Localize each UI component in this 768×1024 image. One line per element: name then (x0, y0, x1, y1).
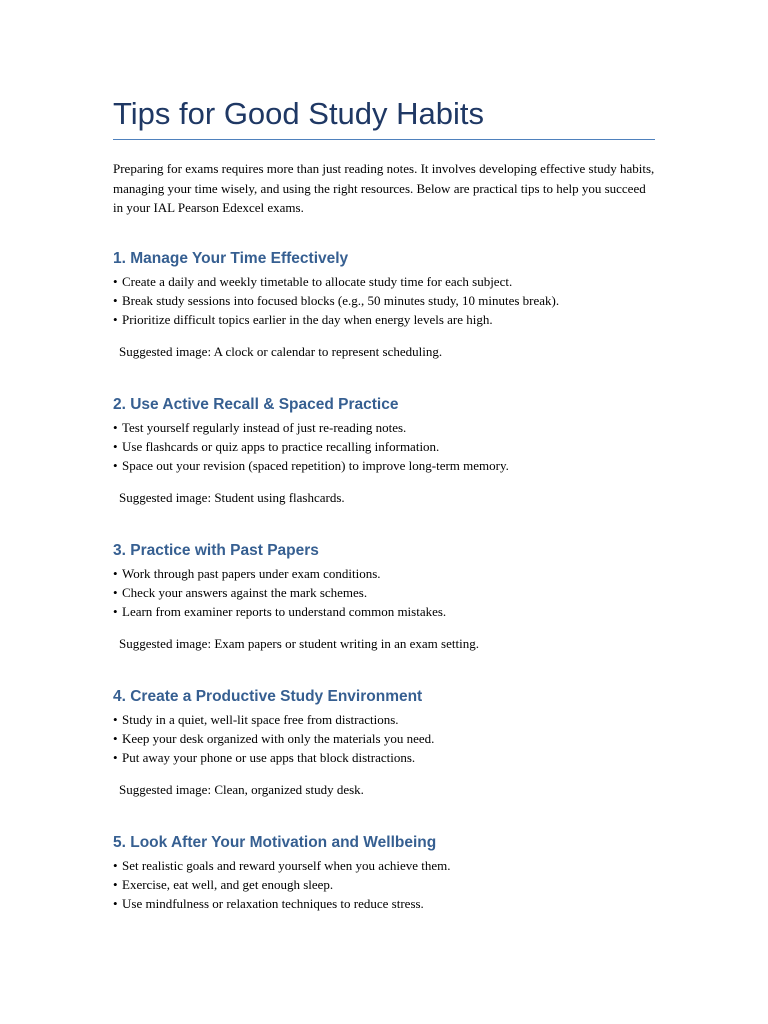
list-item-text: Test yourself regularly instead of just re-reading notes. (122, 420, 407, 435)
list-item-text: Break study sessions into focused blocks (e.g., 50 minutes study, 10 minutes break). (122, 293, 560, 309)
list-item (113, 602, 658, 621)
section-heading: 2. Use Active Recall & Spaced Practice (113, 396, 399, 413)
bullet-marker: • (113, 458, 118, 474)
list-item-text: Use flashcards or quiz apps to practice recalling information. (122, 439, 440, 455)
list-item-text: Space out your revision (spaced repetition) to improve long-term memory. (122, 458, 509, 474)
list-item-text: Keep your desk organized with only the materials you need. (122, 731, 435, 747)
list-item (113, 418, 658, 437)
bullet-marker: • (113, 896, 118, 912)
bullet-marker: • (113, 293, 118, 309)
list-item (113, 729, 658, 748)
section-time-management (113, 249, 658, 361)
section-past-papers (113, 541, 658, 653)
section-study-environment (113, 687, 658, 799)
list-item (113, 456, 658, 475)
list-item-text: Put away your phone or use apps that block distractions. (122, 750, 416, 766)
intro-paragraph: Preparing for exams requires more than just reading notes. It involves developing effective study habits, managing your time wisely, and using the right resources. Below are practical tips to help you succeed in your IAL Pearson Edexcel exams. (113, 161, 655, 215)
list-item (113, 272, 658, 291)
page-title: Tips for Good Study Habits (113, 96, 485, 131)
list-item (113, 437, 658, 456)
list-item-text: Prioritize difficult topics earlier in the day when energy levels are high. (122, 312, 493, 328)
list-item-text: Create a daily and weekly timetable to allocate study time for each subject. (122, 274, 513, 289)
suggested-image-note: Suggested image: Exam papers or student writing in an exam setting. (119, 635, 479, 651)
list-item-text: Exercise, eat well, and get enough sleep. (122, 877, 334, 893)
list-item-text: Work through past papers under exam conditions. (122, 566, 381, 581)
section-heading: 5. Look After Your Motivation and Wellbeing (113, 834, 437, 851)
list-item (113, 310, 658, 329)
list-item-text: Study in a quiet, well-lit space free from distractions. (122, 712, 399, 727)
section-motivation-wellbeing (113, 833, 658, 914)
list-item (113, 894, 658, 913)
bullet-marker: • (113, 731, 118, 747)
list-item-text: Set realistic goals and reward yourself when you achieve them. (122, 858, 451, 873)
bullet-marker: • (113, 274, 118, 289)
section-heading: 1. Manage Your Time Effectively (113, 250, 349, 267)
bullet-list (113, 710, 658, 768)
bullet-marker: • (113, 712, 118, 727)
list-item (113, 710, 658, 729)
list-item (113, 748, 658, 767)
bullet-marker: • (113, 604, 118, 620)
bullet-marker: • (113, 566, 118, 581)
section-heading: 4. Create a Productive Study Environment (113, 688, 423, 705)
section-active-recall (113, 395, 658, 507)
bullet-marker: • (113, 858, 118, 873)
bullet-list (113, 272, 658, 330)
list-item (113, 564, 658, 583)
bullet-marker: • (113, 750, 118, 766)
list-item-text: Check your answers against the mark schemes. (122, 585, 368, 601)
list-item (113, 856, 658, 875)
suggested-image-note: Suggested image: Clean, organized study desk. (119, 781, 364, 797)
bullet-list (113, 856, 658, 914)
list-item (113, 583, 658, 602)
bullet-marker: • (113, 312, 118, 328)
list-item-text: Use mindfulness or relaxation techniques to reduce stress. (122, 896, 424, 912)
section-heading: 3. Practice with Past Papers (113, 542, 319, 559)
suggested-image-note: Suggested image: A clock or calendar to represent scheduling. (119, 343, 443, 359)
suggested-image-note: Suggested image: Student using flashcards. (119, 489, 345, 505)
list-item-text: Learn from examiner reports to understand common mistakes. (122, 604, 447, 620)
list-item (113, 875, 658, 894)
bullet-list (113, 564, 658, 622)
bullet-marker: • (113, 585, 118, 601)
bullet-marker: • (113, 439, 118, 455)
bullet-marker: • (113, 877, 118, 893)
bullet-marker: • (113, 420, 118, 435)
bullet-list (113, 418, 658, 476)
list-item (113, 291, 658, 310)
title-underline-divider (113, 139, 655, 140)
